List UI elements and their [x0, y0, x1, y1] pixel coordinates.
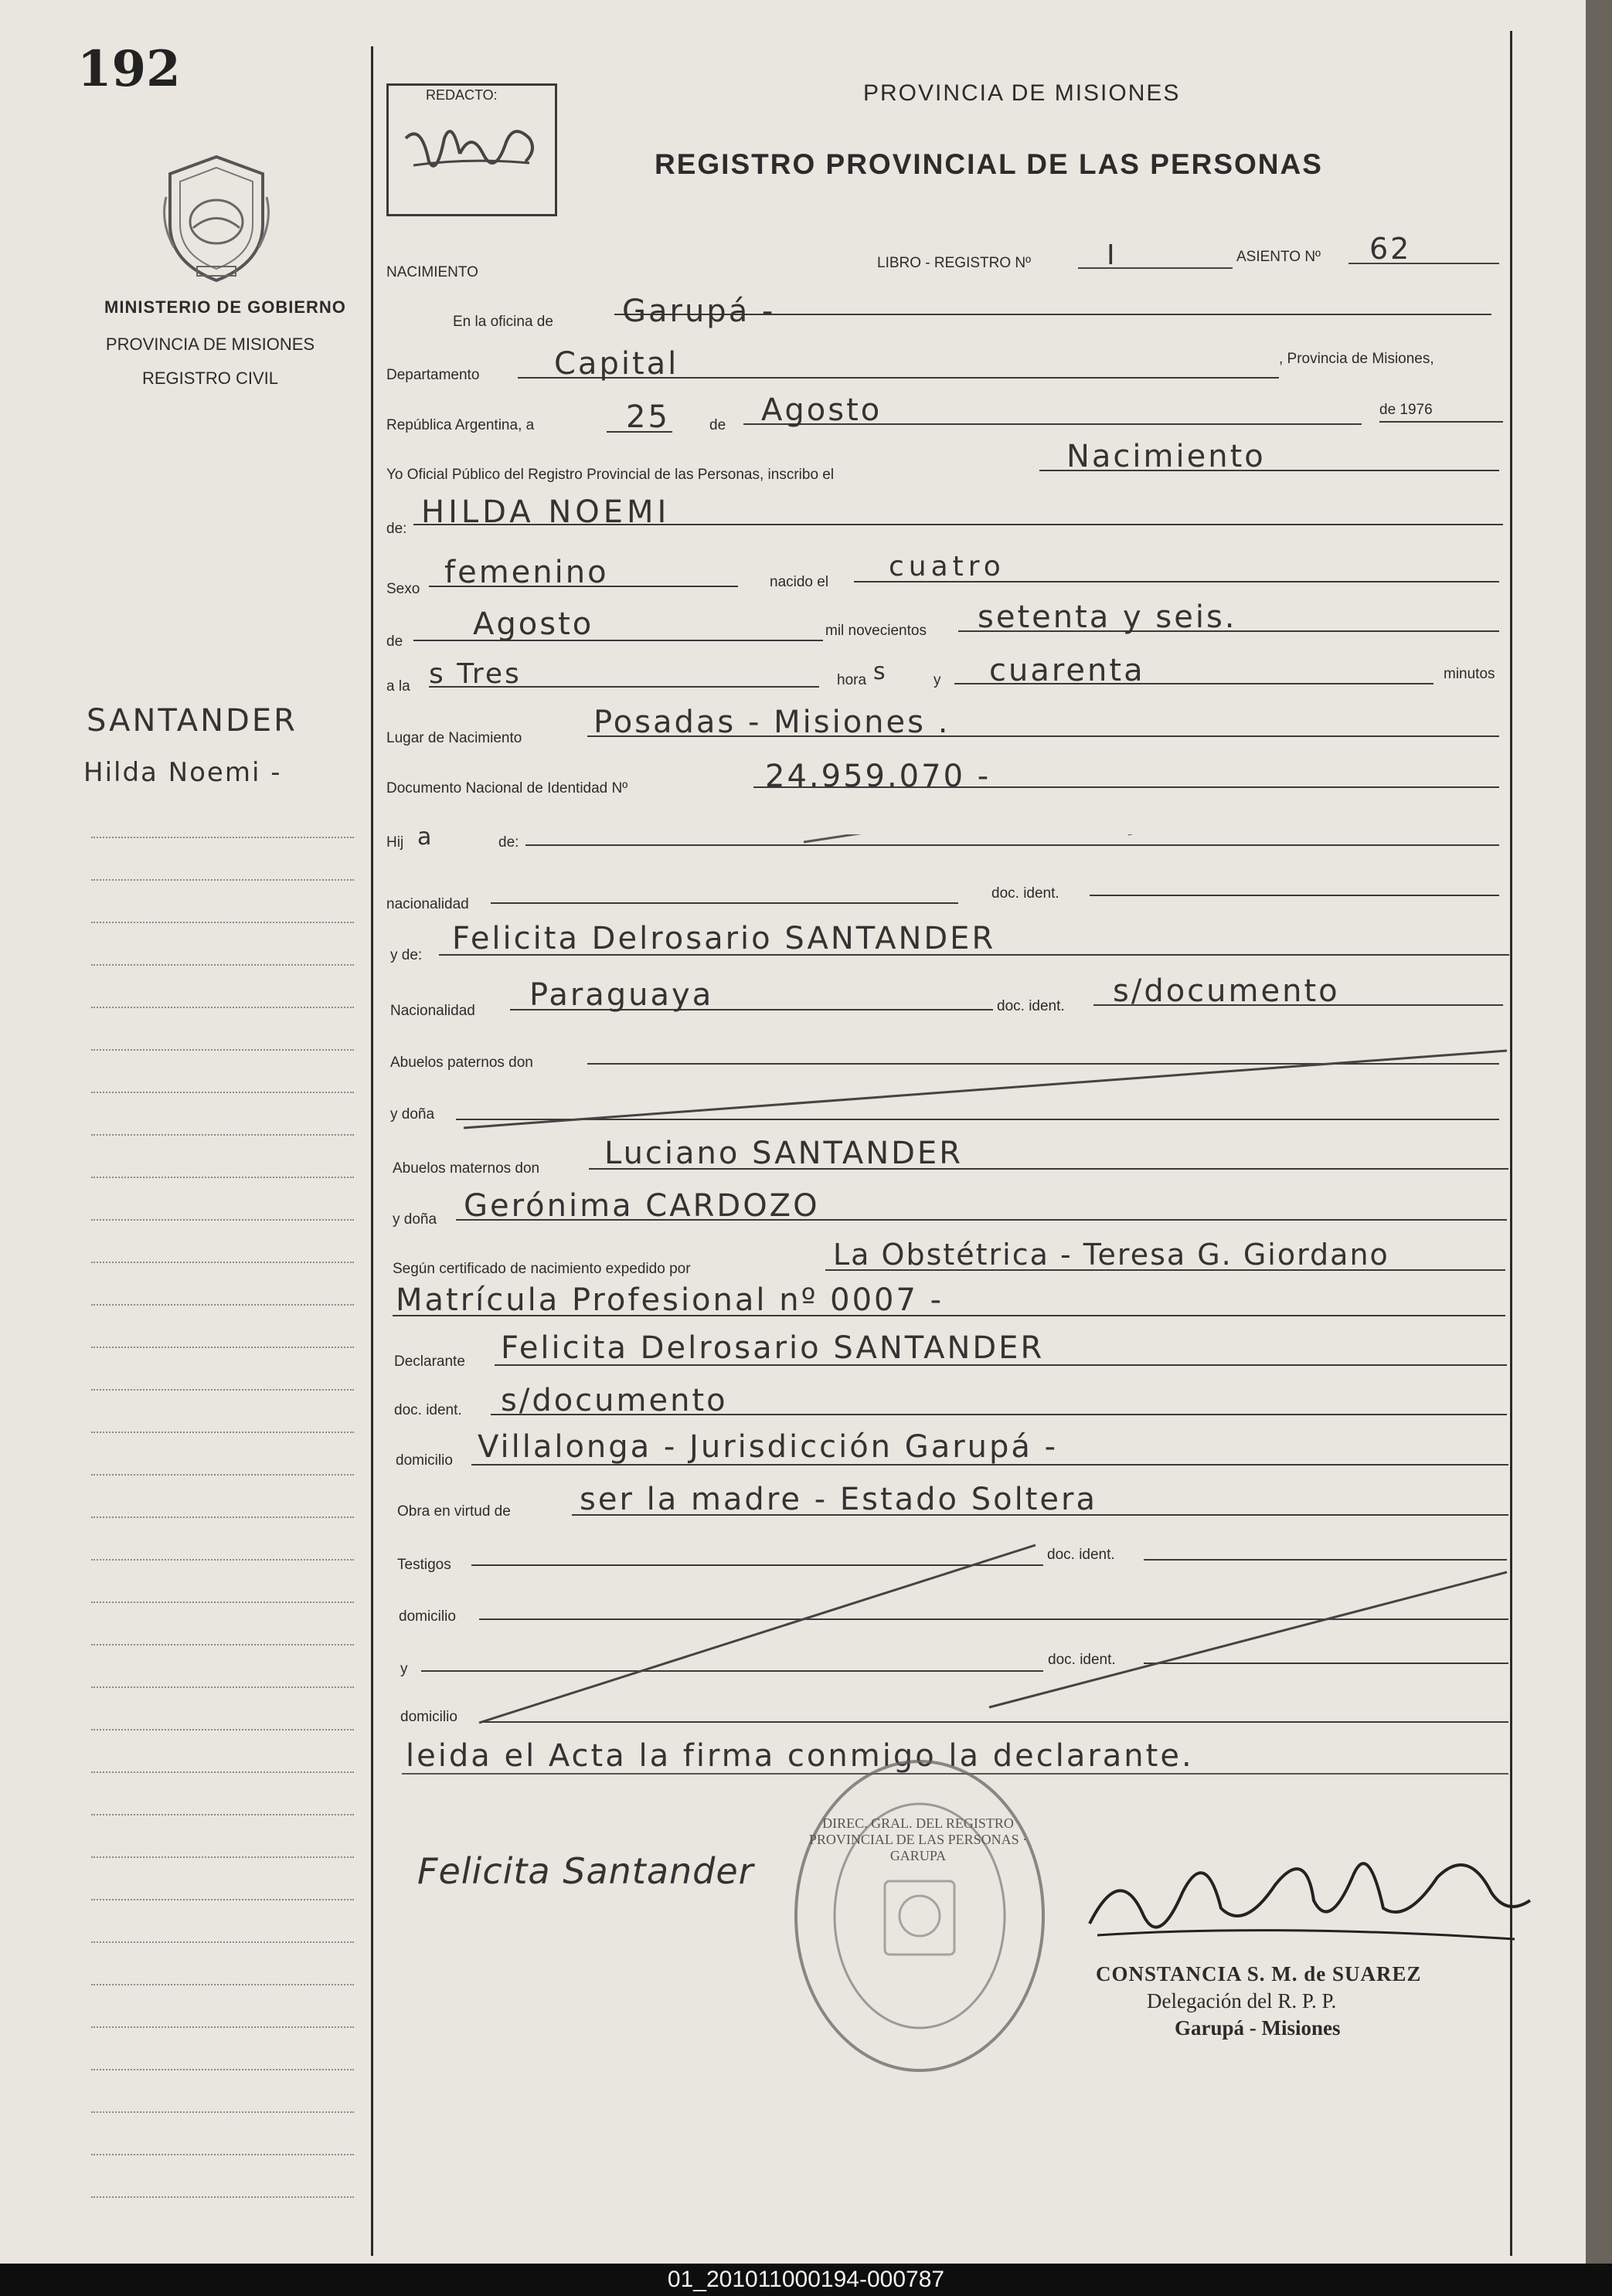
form-label-doc-testigo2: doc. ident.: [1048, 1652, 1116, 1668]
declarant-signature: Felicita Santander: [417, 1850, 754, 1892]
form-label-doc-ident-madre: doc. ident.: [997, 998, 1065, 1014]
form-label-documento: Documento Nacional de Identidad Nº: [386, 780, 628, 796]
form-value-nombre: HILDA NOEMI: [421, 494, 671, 530]
form-label-abuelos-maternos: Abuelos maternos don: [393, 1160, 540, 1177]
form-label-de-mes: de: [709, 417, 726, 433]
official-role: Delegación del R. P. P.: [1147, 1989, 1337, 2012]
libro-value: I: [1107, 239, 1119, 271]
form-value-abuela-materna: Gerónima CARDOZO: [464, 1188, 820, 1224]
form-label-abuelos-paternos: Abuelos paternos don: [390, 1055, 533, 1071]
form-value-obra-virtud: ser la madre - Estado Soltera: [580, 1482, 1097, 1517]
form-suffix-provincia: , Provincia de Misiones,: [1279, 351, 1434, 367]
page-edge: [1586, 0, 1612, 2264]
form-suffix-year: de 1976: [1379, 402, 1433, 418]
official-seal: [788, 1754, 1051, 2082]
asiento-value: 62: [1369, 232, 1412, 266]
form-label-testigos: Testigos: [397, 1557, 451, 1573]
form-label-nacionalidad-padre: nacionalidad: [386, 896, 469, 912]
form-label-nacido: nacido el: [770, 574, 829, 590]
margin-surname: SANTANDER: [87, 703, 298, 739]
form-value-madre: Felicita Delrosario SANTANDER: [452, 921, 996, 956]
form-label-lugar: Lugar de Nacimiento: [386, 730, 522, 746]
form-label-certificado: Según certificado de nacimiento expedido por: [393, 1261, 691, 1277]
form-value-hora-s: s: [873, 658, 888, 685]
official-place: Garupá - Misiones: [1175, 2016, 1341, 2040]
form-value-matricula: Matrícula Profesional nº 0007 -: [396, 1282, 944, 1318]
header-title: REGISTRO PROVINCIAL DE LAS PERSONAS: [655, 148, 1323, 180]
form-value-abuelo-materno: Luciano SANTANDER: [604, 1136, 963, 1171]
form-label-sexo: Sexo: [386, 581, 420, 597]
form-label-republica: República Argentina, a: [386, 417, 535, 433]
form-label-de-nombre: de:: [386, 521, 407, 537]
form-value-nacionalidad-madre: Paraguaya: [529, 977, 714, 1013]
form-label-y: y: [934, 672, 941, 688]
form-label-departamento: Departamento: [386, 367, 480, 383]
footer-id: 01_201011000194-000787: [667, 2267, 945, 2292]
form-value-domicilio: Villalonga - Jurisdicción Garupá -: [478, 1429, 1059, 1465]
redacto-box: [386, 83, 557, 216]
seal-text: DIREC. GRAL. DEL REGISTRO PROVINCIAL DE LAS PERSONAS · GARUPA: [808, 1815, 1028, 1863]
form-label-y-de-madre: y de:: [390, 947, 423, 963]
form-value-certificado: La Obstétrica - Teresa G. Giordano: [833, 1238, 1389, 1272]
official-signature: [1074, 1831, 1538, 1955]
ministry-registry: REGISTRO CIVIL: [141, 369, 279, 388]
form-value-doc-madre: s/documento: [1113, 973, 1340, 1009]
form-label-domicilio-declarante: domicilio: [396, 1452, 453, 1469]
form-value-nacido: cuatro: [889, 551, 1005, 582]
form-label-domicilio-testigo2: domicilio: [400, 1709, 457, 1725]
form-value-month: Agosto: [761, 392, 883, 428]
closing-note: leida el Acta la firma conmigo la declarante.: [406, 1738, 1194, 1774]
form-label-hij-de: de:: [498, 834, 519, 851]
form-value-oficina: Garupá -: [622, 294, 776, 329]
form-value-hij-suffix: a: [417, 824, 434, 851]
coat-of-arms-emblem: [158, 151, 274, 290]
form-label-a-la: a la: [386, 678, 410, 695]
form-value-acto: Nacimiento: [1066, 439, 1266, 474]
form-suffix-minutos: minutos: [1444, 666, 1495, 682]
form-value-anio: setenta y seis.: [978, 599, 1237, 635]
form-value-doc-declarante: s/documento: [501, 1383, 728, 1418]
redacto-label: REDACTO:: [426, 87, 498, 103]
ministry-name: MINISTERIO DE GOBIERNO: [104, 297, 346, 317]
form-label-de-mes2: de: [386, 633, 403, 650]
form-label-doc-ident-padre: doc. ident.: [991, 885, 1059, 902]
ministry-province: PROVINCIA DE MISIONES: [105, 335, 315, 354]
form-label-hora: hora: [837, 672, 867, 688]
record-type-label: NACIMIENTO: [386, 264, 478, 280]
form-value-hora: s Tres: [429, 658, 522, 690]
form-label-hij: Hij: [386, 834, 404, 851]
form-value-documento: 24.959.070 -: [765, 759, 991, 794]
form-value-declarante: Felicita Delrosario SANTANDER: [501, 1330, 1045, 1366]
header-province: PROVINCIA DE MISIONES: [863, 80, 1181, 106]
redacto-initials-scribble: [398, 107, 545, 192]
form-label-abuela-materna: y doña: [393, 1211, 437, 1228]
form-label-obra-virtud: Obra en virtud de: [397, 1503, 511, 1520]
form-label-domicilio-testigo1: domicilio: [399, 1608, 456, 1625]
asiento-label: ASIENTO Nº: [1236, 249, 1321, 265]
form-value-departamento: Capital: [554, 346, 679, 382]
form-label-oficina: En la oficina de: [453, 314, 553, 330]
libro-label: LIBRO - REGISTRO Nº: [877, 255, 1032, 271]
form-value-lugar: Posadas - Misiones .: [593, 705, 951, 740]
form-label-abuela-paterna: y doña: [390, 1106, 435, 1123]
official-name: CONSTANCIA S. M. de SUAREZ: [1096, 1962, 1422, 1985]
form-label-declarante: Declarante: [394, 1353, 465, 1370]
form-label-nacionalidad-madre: Nacionalidad: [390, 1003, 475, 1019]
margin-given-names: Hilda Noemi -: [83, 757, 282, 788]
form-value-mes2: Agosto: [473, 606, 594, 642]
form-label-mil-novecientos: mil novecientos: [825, 623, 927, 639]
blank-field-strikeouts: [371, 834, 1515, 1746]
form-value-day: 25: [626, 399, 670, 435]
form-label-doc-testigo1: doc. ident.: [1047, 1547, 1115, 1563]
page-number: 192: [77, 40, 181, 98]
form-label-y-testigo2: y: [400, 1661, 408, 1677]
form-value-minutos: cuarenta: [989, 653, 1145, 688]
form-value-sexo: femenino: [444, 555, 609, 590]
form-label-doc-declarante: doc. ident.: [394, 1402, 462, 1418]
form-label-inscribo: Yo Oficial Público del Registro Provincial de las Personas, inscribo el: [386, 467, 835, 483]
